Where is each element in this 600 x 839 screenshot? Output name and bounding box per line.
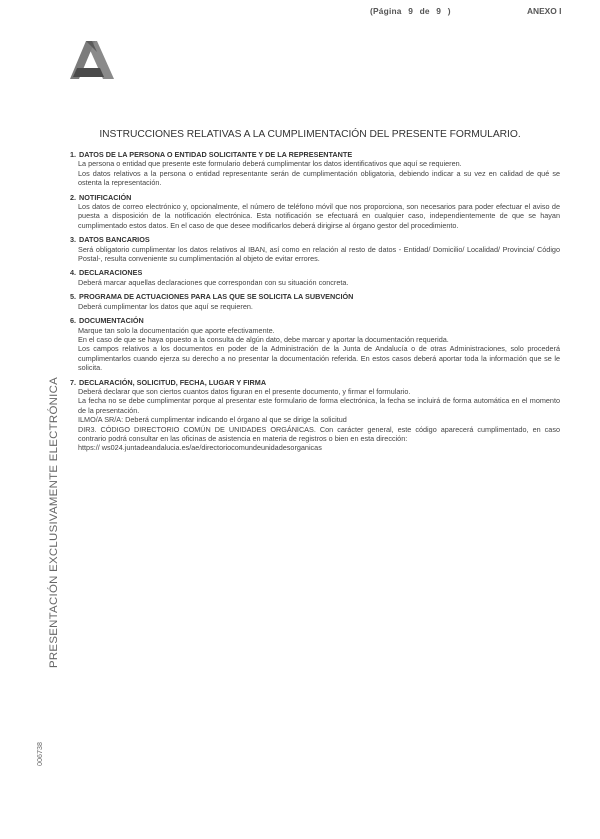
section-paragraph[interactable]: https:// ws024.juntadeandalucia.es/ae/directoriocomundeunidadesorganicas: [78, 443, 322, 453]
section-paragraph: Los campos relativos a los documentos en poder de la Administración de la Junta de Andalucía o de otras Administraciones, solo procederá cumplimentarlos cuando ejerza su derecho a no presentar la documentación referida. En estos casos deberá aportar toda la información que se le solicita.: [78, 344, 560, 373]
section-paragraph: Deberá marcar aquellas declaraciones que correspondan con su situación concreta.: [78, 277, 349, 287]
side-vertical-text: PRESENTACIÓN EXCLUSIVAMENTE ELECTRÓNICA: [48, 376, 60, 668]
page-title: INSTRUCCIONES RELATIVAS A LA CUMPLIMENTACIÓN DEL PRESENTE FORMULARIO.: [99, 129, 521, 140]
instruction-section: [70, 378, 560, 453]
instruction-section: [70, 150, 560, 188]
section-paragraph: La persona o entidad que presente este formulario deberá cumplimentar los datos identificativos que aquí se requieren.: [78, 159, 462, 169]
annex-label: ANEXO I: [527, 6, 562, 16]
instruction-section: [70, 235, 560, 263]
section-paragraph: En el caso de que se haya opuesto a la consulta de algún dato, debe marcar y aportar la documentación requerida.: [78, 334, 449, 344]
section-heading: [70, 150, 560, 159]
section-heading: [70, 235, 560, 244]
section-paragraph: Deberá declarar que son ciertos cuantos datos figuran en el presente documento, y firmar el formulario.: [78, 386, 411, 396]
section-paragraph: DIR3. CÓDIGO DIRECTORIO COMÚN DE UNIDADES ORGÁNICAS. Con carácter general, este código aparecerá cumplimentado, en caso contrario podrá consultar en las oficinas de asistencia en materia de registros o bien en esta dirección:: [78, 424, 560, 443]
section-number: 5.: [70, 292, 77, 302]
section-heading-text: DATOS BANCARIOS: [79, 235, 150, 245]
section-heading: [70, 292, 560, 301]
document-code: 006738: [35, 742, 44, 766]
section-paragraph: ILMO/A SR/A: Deberá cumplimentar indicando el órgano al que se dirige la solicitud: [78, 415, 347, 425]
section-paragraph: La fecha no se debe cumplimentar porque al presentar este formulario de forma electrónica, la fecha se incluirá de forma automática en el momento de la presentación.: [78, 396, 560, 415]
section-number: 4.: [70, 268, 77, 278]
section-paragraph: Será obligatorio cumplimentar los datos relativos al IBAN, así como en relación al resto de datos - Entidad/ Domicilio/ Localidad/ Provincia/ Código Postal-, resulta conveniente su cumplimentación al objeto de evitar errores.: [78, 244, 560, 264]
page-current: 9: [408, 6, 414, 16]
section-heading: [70, 193, 560, 202]
instruction-section: [70, 193, 560, 231]
page-of: de: [419, 6, 430, 16]
section-number: 6.: [70, 316, 77, 326]
section-heading: [70, 316, 560, 325]
page-indicator: [370, 6, 455, 16]
junta-andalucia-logo-icon: [70, 41, 114, 79]
section-number: 2.: [70, 192, 77, 202]
section-heading-text: DOCUMENTACIÓN: [79, 316, 144, 326]
section-number: 1.: [70, 150, 77, 159]
section-heading-text: PROGRAMA DE ACTUACIONES PARA LAS QUE SE SOLICITA LA SUBVENCIÓN: [79, 292, 354, 302]
section-heading-text: DECLARACIONES: [79, 268, 143, 278]
instruction-section: [70, 316, 560, 372]
instructions-content: [70, 150, 560, 458]
section-number: 3.: [70, 235, 77, 245]
section-heading-text: DATOS DE LA PERSONA O ENTIDAD SOLICITANTE Y DE LA REPRESENTANTE: [79, 150, 353, 159]
section-paragraph: Deberá cumplimentar los datos que aquí se requieren.: [78, 301, 253, 311]
section-heading-text: DECLARACIÓN, SOLICITUD, FECHA, LUGAR Y FIRMA: [79, 377, 267, 387]
section-paragraph: Marque tan solo la documentación que aporte efectivamente.: [78, 325, 275, 335]
section-paragraph: Los datos relativos a la persona o entidad representante serán de cumplimentación obligatoria, debiendo indicar a su vez en calidad de qué se ostenta la representación.: [78, 168, 560, 188]
section-heading: [70, 268, 560, 277]
page-open: (Página: [370, 6, 402, 16]
section-number: 7.: [70, 377, 77, 387]
section-paragraph: Los datos de correo electrónico y, opcionalmente, el número de teléfono móvil que nos proporciona, son necesarios para poder efectuar el aviso de puesta a disposición de la notificación electrónica. Esta notificación se efectuará en cualquier caso, independientemente de que se hayan cumplimentado estos datos. En el caso de que desee modificarlos deberá dirigirse al órgano gestor del procedimiento.: [78, 202, 560, 230]
page-close: ): [447, 6, 451, 16]
section-heading: [70, 378, 560, 387]
section-heading-text: NOTIFICACIÓN: [79, 192, 132, 202]
instruction-section: [70, 268, 560, 287]
page-total: 9: [436, 6, 442, 16]
instruction-section: [70, 292, 560, 311]
